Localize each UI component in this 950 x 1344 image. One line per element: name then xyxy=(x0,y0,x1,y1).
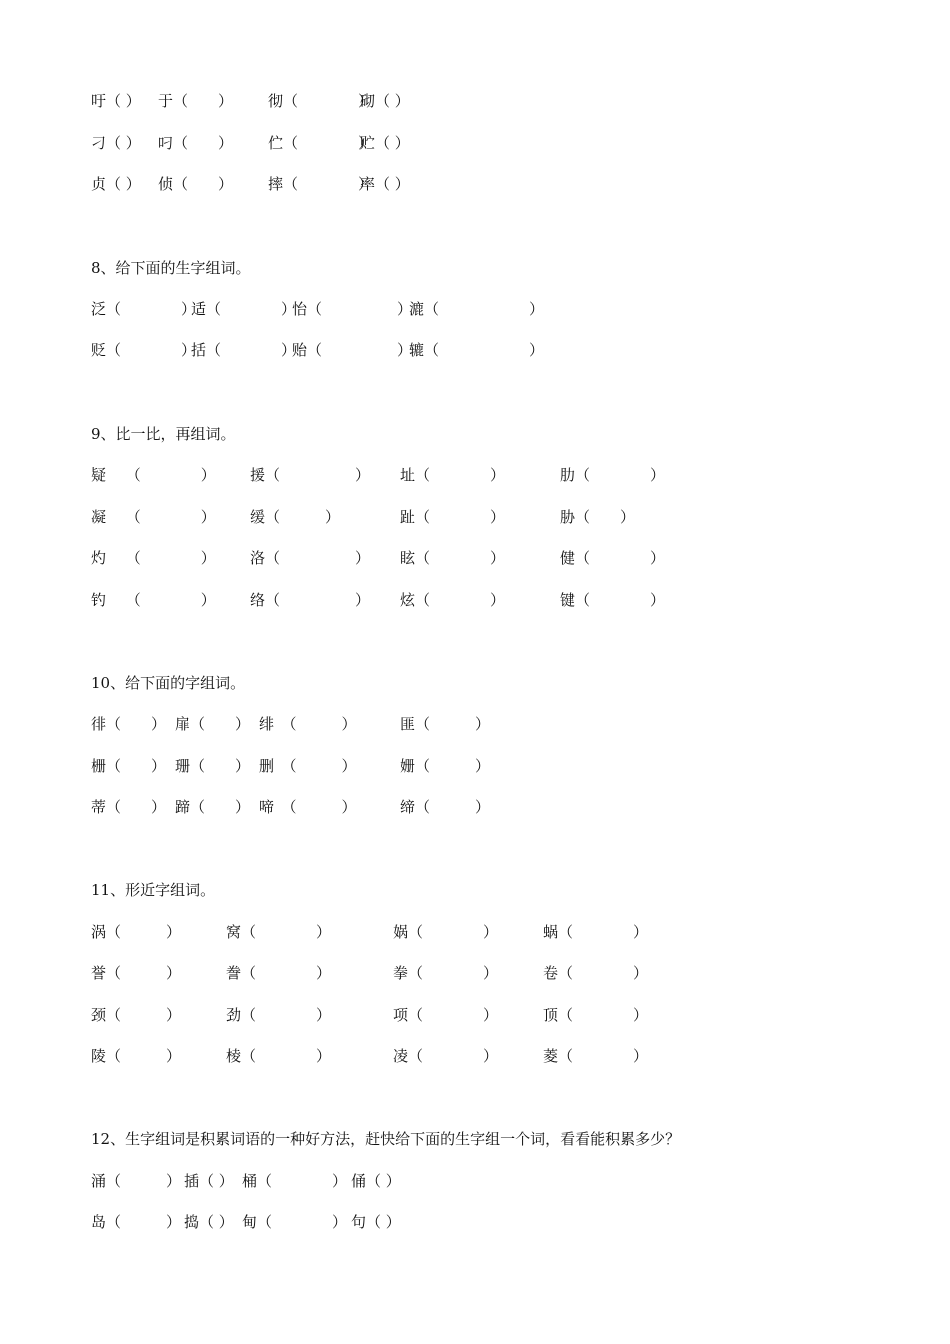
word-cell: 适（ ） xyxy=(191,300,297,318)
word-cell: 誊（ ） xyxy=(226,964,332,982)
word-cell: 啼 （ ） xyxy=(259,798,357,816)
q11-row-2 xyxy=(0,961,950,985)
word-cell: 胁（ ） xyxy=(560,508,636,526)
word-cell: 络（ ） xyxy=(250,591,371,609)
question-10-title: 10、给下面的字组词。 xyxy=(91,674,246,692)
word-cell: 捣（ ） xyxy=(184,1213,234,1231)
q9-row-4 xyxy=(0,588,950,612)
word-cell: 句（ ） xyxy=(351,1213,401,1231)
word-cell: 甸（ ） xyxy=(242,1213,348,1231)
word-cell: 健（ ） xyxy=(560,549,666,567)
word-cell: 贞（ ） xyxy=(91,175,141,193)
word-cell: 砌（ ） xyxy=(360,92,410,110)
word-cell: 俑（ ） xyxy=(351,1172,401,1190)
word-cell: 叼（ ） xyxy=(158,134,234,152)
word-cell: 彻（ ） xyxy=(268,92,374,110)
word-cell: 栅（ ） xyxy=(91,757,167,775)
word-cell: 岛（ ） xyxy=(91,1213,182,1231)
word-cell: 顶（ ） xyxy=(543,1006,649,1024)
word-cell: 键（ ） xyxy=(560,591,666,609)
q11-row-4 xyxy=(0,1044,950,1068)
q9-row-3 xyxy=(0,546,950,570)
word-cell: 眩（ ） xyxy=(400,549,506,567)
word-cell: 匪（ ） xyxy=(400,715,491,733)
word-cell: 刁（ ） xyxy=(91,134,141,152)
q9-row-1 xyxy=(0,463,950,487)
word-cell: 绯 （ ） xyxy=(259,715,357,733)
word-cell: 侦（ ） xyxy=(158,175,234,193)
word-cell: 辘（ ） xyxy=(409,341,545,359)
word-cell: 删 （ ） xyxy=(259,757,357,775)
word-cell: 肋（ ） xyxy=(560,466,666,484)
word-cell: 泛（ ） xyxy=(91,300,197,318)
word-cell: 窝（ ） xyxy=(226,923,332,941)
question-12-title: 12、生字组词是积累词语的一种好方法，赶快给下面的生字组一个词，看看能积累多少？ xyxy=(91,1130,681,1148)
q11-row-1 xyxy=(0,920,950,944)
word-cell: 项（ ） xyxy=(393,1006,499,1024)
word-cell: 括（ ） xyxy=(191,341,297,359)
word-cell: 漉（ ） xyxy=(409,300,545,318)
word-cell: 摔（ ） xyxy=(268,175,374,193)
q12-row-1 xyxy=(0,1169,950,1193)
word-cell: 援（ ） xyxy=(250,466,371,484)
word-cell: 插（ ） xyxy=(184,1172,234,1190)
word-cell: 劲（ ） xyxy=(226,1006,332,1024)
word-cell: 涌（ ） xyxy=(91,1172,182,1190)
word-cell: 缔（ ） xyxy=(400,798,491,816)
word-cell: 珊（ ） xyxy=(175,757,251,775)
q10-row-2 xyxy=(0,754,950,778)
q8-row-1 xyxy=(0,297,950,321)
word-cell: 趾（ ） xyxy=(400,508,506,526)
word-cell: 疑 （ ） xyxy=(91,466,216,484)
group7-row-1 xyxy=(0,89,950,113)
word-cell: 涡（ ） xyxy=(91,923,182,941)
question-11-title: 11、形近字组词。 xyxy=(91,881,216,899)
word-cell: 卷（ ） xyxy=(543,964,649,982)
q9-row-2 xyxy=(0,505,950,529)
word-cell: 蜗（ ） xyxy=(543,923,649,941)
word-cell: 扉（ ） xyxy=(175,715,251,733)
word-cell: 洛（ ） xyxy=(250,549,371,567)
word-cell: 吁（ ） xyxy=(91,92,141,110)
word-cell: 贬（ ） xyxy=(91,341,197,359)
word-cell: 凝 （ ） xyxy=(91,508,216,526)
word-cell: 缓（ ） xyxy=(250,508,341,526)
word-cell: 贮（ ） xyxy=(360,134,410,152)
word-cell: 钓 （ ） xyxy=(91,591,216,609)
word-cell: 菱（ ） xyxy=(543,1047,649,1065)
q10-row-1 xyxy=(0,712,950,736)
q12-row-2 xyxy=(0,1210,950,1234)
word-cell: 棱（ ） xyxy=(226,1047,332,1065)
q11-row-3 xyxy=(0,1003,950,1027)
word-cell: 娲（ ） xyxy=(393,923,499,941)
word-cell: 蹄（ ） xyxy=(175,798,251,816)
word-cell: 址（ ） xyxy=(400,466,506,484)
word-cell: 炫（ ） xyxy=(400,591,506,609)
word-cell: 桶（ ） xyxy=(242,1172,348,1190)
q10-row-3 xyxy=(0,795,950,819)
q8-row-2 xyxy=(0,338,950,362)
word-cell: 颈（ ） xyxy=(91,1006,182,1024)
question-9-title: 9、比一比，再组词。 xyxy=(91,425,236,443)
word-cell: 灼 （ ） xyxy=(91,549,216,567)
word-cell: 伫（ ） xyxy=(268,134,374,152)
word-cell: 蒂（ ） xyxy=(91,798,167,816)
word-cell: 贻（ ） xyxy=(292,341,413,359)
group7-row-3 xyxy=(0,172,950,196)
word-cell: 凌（ ） xyxy=(393,1047,499,1065)
word-cell: 拳（ ） xyxy=(393,964,499,982)
word-cell: 陵（ ） xyxy=(91,1047,182,1065)
word-cell: 率（ ） xyxy=(360,175,410,193)
word-cell: 于（ ） xyxy=(158,92,234,110)
word-cell: 姗（ ） xyxy=(400,757,491,775)
word-cell: 徘（ ） xyxy=(91,715,167,733)
question-8-title: 8、给下面的生字组词。 xyxy=(91,259,251,277)
group7-row-2 xyxy=(0,131,950,155)
word-cell: 怡（ ） xyxy=(292,300,413,318)
word-cell: 誉（ ） xyxy=(91,964,182,982)
